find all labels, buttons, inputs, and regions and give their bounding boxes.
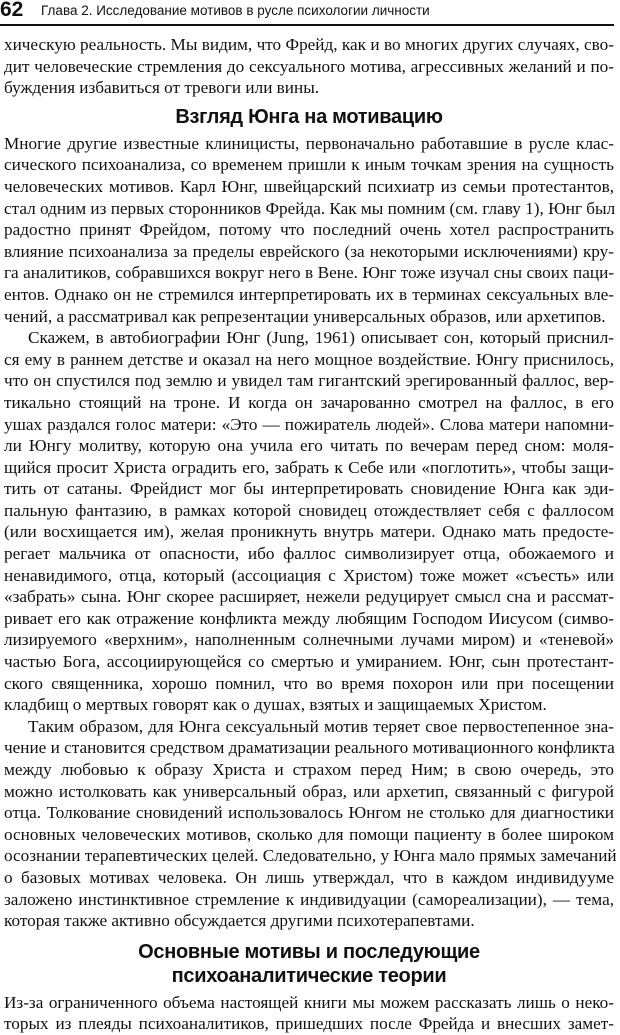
- text-line: Скажем, в автобиографии Юнг (Jung, 1961) описывает сон, который приснил-: [28, 328, 614, 348]
- text-line: ся ему в раннем детстве и оказал на него мощное воздействие. Юнгу приснилось,: [4, 349, 614, 369]
- text-line: которая также активно обсуждается другими психотерапевтами.: [4, 911, 475, 931]
- text-line: ского священника, хорошо помнил, что во время похорон или при посещении: [4, 673, 614, 693]
- text-line: «забрать» сына. Юнг скорее расширяет, нежели редуцирует смысл сна и рассмат-: [4, 587, 614, 607]
- text-line: между любовью к образу Христа и страхом перед Ним; в свою очередь, это: [4, 760, 614, 779]
- text-line: ли Юнгу молитву, которую она учила его читать по вечерам перед сном: моля-: [4, 436, 614, 456]
- paragraph: [4, 133, 614, 327]
- text-line: основных человеческих мотивов, сколько для помощи пациенту в более широком: [4, 824, 614, 844]
- text-line: (или восхищается им), желая проникнуть внутрь матери. Однако мать предосте-: [4, 522, 614, 542]
- paragraph: [4, 716, 617, 932]
- text-line: ривает его как отражение конфликта между любящим Господом Иисусом (симво-: [4, 608, 614, 628]
- text-line: га аналитиков, собравшихся вокруг него в Вене. Юнг тоже изучал сны своих паци-: [4, 263, 614, 283]
- text-line: о базовых мотивах человека. Он лишь утверждал, что в каждом индивидууме: [4, 867, 614, 887]
- text-line: отца. Толкование сновидений использовалось Юнгом не столько для диагностики: [4, 803, 614, 823]
- paragraph: [4, 992, 614, 1035]
- text-line: хическую реальность. Мы видим, что Фрейд, как и во многих других случаях, сво-: [4, 35, 614, 54]
- text-line: щийся просит Христа оградить его, забрать к Себе или «поглотить», чтобы защи-: [4, 457, 614, 477]
- text-line: торых из плеяды психоаналитиков, пришедших после Фрейда и внесших замет-: [4, 1014, 614, 1034]
- text-line: Из-за ограниченного объема настоящей книги мы можем рассказать лишь о неко-: [4, 992, 614, 1012]
- text-line: чение и становится средством драматизации реального мотивационного конфликта: [4, 738, 615, 758]
- text-line: можно истолковать как универсальный образ, или архетип, связанный с фигурой: [4, 781, 614, 801]
- text-line: ненавидимого, отца, который (ассоциация с Христом) тоже может «съесть» или: [4, 565, 614, 585]
- text-line: заложено инстинктивное стремление к индивидуации (самореализации), — тема,: [4, 889, 614, 909]
- text-line: тить от сатаны. Фрейдист мог бы интерпретировать сновидение Юнга как эди-: [4, 479, 614, 499]
- heading-line: психоаналитические теории: [171, 964, 447, 987]
- page-body: [4, 34, 617, 1034]
- paragraph: [4, 34, 614, 99]
- text-line: регает мальчика от опасности, ибо фаллос символизирует отца, обожаемого и: [4, 544, 614, 564]
- paragraph: [4, 327, 614, 716]
- text-line: лизируемого «верхним», наполненным солнечными лучами миром) и «теневой»: [4, 630, 614, 650]
- text-line: буждения избавиться от тревоги или вины.: [4, 78, 320, 98]
- page-header: [0, 0, 614, 26]
- section-heading: [4, 940, 614, 988]
- text-line: чений, а рассматривал как репрезентации универсальных образов, или архетипов.: [4, 306, 606, 326]
- heading-line: Взгляд Юнга на мотивацию: [175, 105, 443, 128]
- text-line: влияние психоанализа за пределы еврейского (за некоторыми исключениями) кру-: [4, 241, 614, 261]
- text-line: Таким образом, для Юнга сексуальный мотив теряет свое первостепенное зна-: [28, 716, 614, 736]
- text-line: ентов. Однако он не стремился интерпретировать их в терминах сексуальных вле-: [4, 284, 614, 304]
- text-line: сического психоанализа, со временем пришли к иным точкам зрения на сущность: [4, 155, 614, 175]
- text-line: кладбищ о мертвых говорят как о душах, взятых и защищаемых Христом.: [4, 695, 547, 715]
- text-line: тикально стоящий на троне. И когда он зачарованно смотрел на фаллос, в его: [4, 392, 614, 412]
- text-line: дит человеческие стремления до сексуального мотива, агрессивных желаний и по-: [4, 56, 614, 76]
- section-heading: [4, 105, 614, 129]
- text-line: радостно принят Фрейдом, потому что последний очень хотел распространить: [4, 220, 614, 240]
- text-line: человеческих мотивов. Карл Юнг, швейцарский психиатр из семьи протестантов,: [4, 176, 614, 196]
- text-line: стал одним из первых сторонников Фрейда. Как мы помним (см. главу 1), Юнг был: [4, 198, 616, 218]
- text-line: что он спустился под землю и увидел там гигантский эрегированный фаллос, вер-: [4, 371, 614, 391]
- text-line: осознании терапевтических целей. Следовательно, у Юнга мало прямых замечаний: [4, 846, 617, 866]
- text-line: пальную фантазию, в рамках которой сновидец отождествляет себя с фаллосом: [4, 500, 614, 520]
- running-head: Глава 2. Исследование мотивов в русле психологии личности: [41, 3, 430, 18]
- text-line: ушах раздался голос матери: «Это — пожиратель людей». Слова матери напомни-: [4, 414, 614, 434]
- page-number: 62: [0, 0, 24, 21]
- text-line: частью Бога, ассоциирующейся со смертью и умиранием. Юнг, сын протестант-: [4, 652, 614, 672]
- text-line: Многие другие известные клиницисты, первоначально работавшие в русле клас-: [4, 133, 614, 153]
- heading-line: Основные мотивы и последующие: [138, 940, 480, 963]
